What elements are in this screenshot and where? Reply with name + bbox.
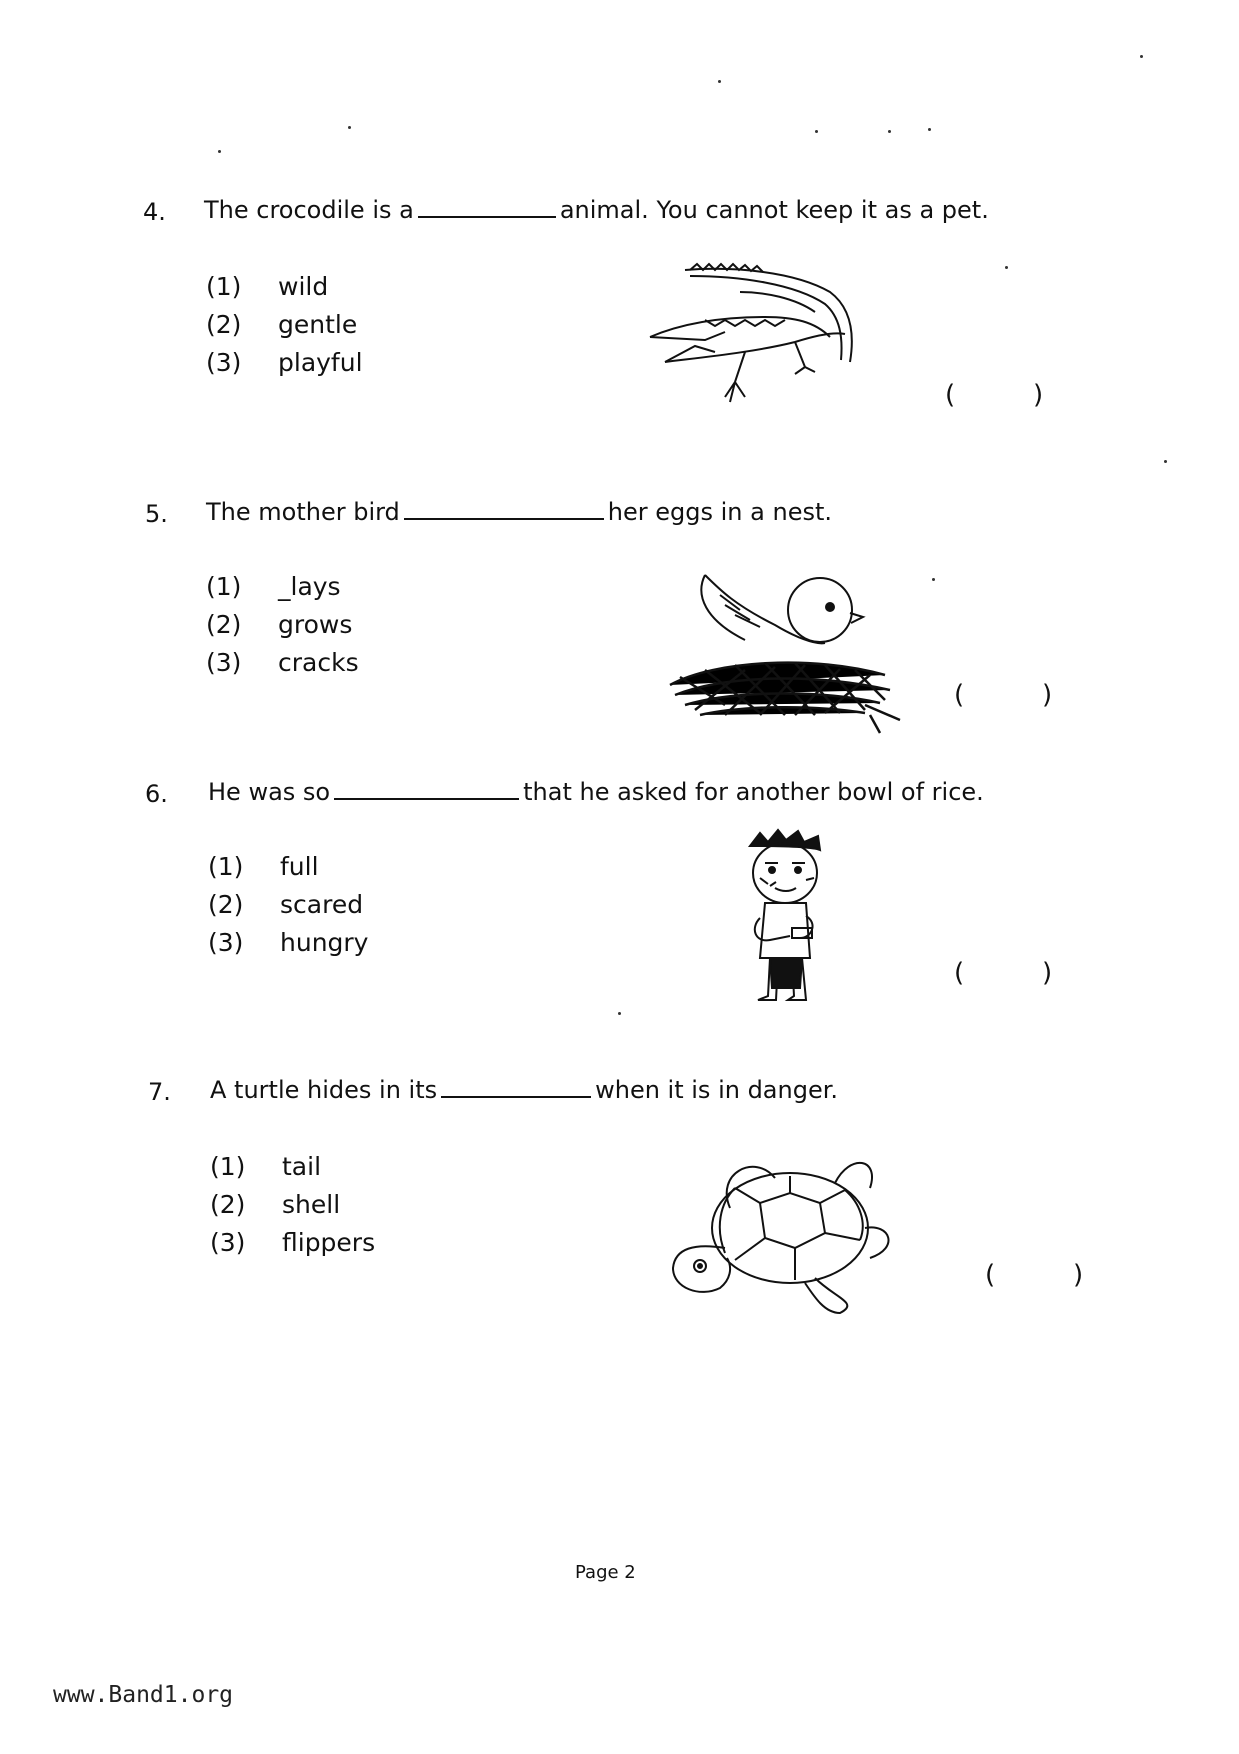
option-1: (1) full xyxy=(208,852,319,881)
bird-nest-illustration xyxy=(665,565,910,735)
scan-speck xyxy=(932,578,935,581)
page-number: Page 2 xyxy=(575,1562,636,1583)
option-1: (1) tail xyxy=(210,1152,322,1181)
option-2: (2) scared xyxy=(208,890,364,919)
question-number: 7. xyxy=(148,1078,171,1106)
footer-website: www.Band1.org xyxy=(53,1682,234,1708)
question-stem xyxy=(204,196,989,224)
answer-blank xyxy=(404,498,604,520)
scan-speck xyxy=(1005,266,1008,269)
answer-blank xyxy=(441,1076,591,1098)
crocodile-illustration xyxy=(645,262,870,412)
question-stem xyxy=(206,498,832,526)
scan-speck xyxy=(888,130,891,133)
option-2: (2) gentle xyxy=(206,310,358,339)
scan-speck xyxy=(348,126,351,129)
scan-speck xyxy=(1140,55,1143,58)
question-stem xyxy=(208,778,984,806)
scan-speck xyxy=(618,1012,621,1015)
stem-before: A turtle hides in its xyxy=(210,1076,438,1104)
answer-blank xyxy=(418,196,556,218)
scan-speck xyxy=(218,150,221,153)
option-3: (3) hungry xyxy=(208,928,369,957)
scan-speck xyxy=(815,130,818,133)
option-2: (2) shell xyxy=(210,1190,341,1219)
boy-illustration xyxy=(740,828,835,1008)
option-1: (1) _lays xyxy=(206,572,341,601)
scan-speck xyxy=(1164,460,1167,463)
option-1: (1) wild xyxy=(206,272,329,301)
scan-speck xyxy=(718,80,721,83)
option-3: (3) playful xyxy=(206,348,363,377)
question-number: 5. xyxy=(145,500,168,528)
stem-after: her eggs in a nest. xyxy=(607,498,832,526)
option-3: (3) cracks xyxy=(206,648,359,677)
stem-after: animal. You cannot keep it as a pet. xyxy=(559,196,989,224)
turtle-illustration xyxy=(665,1148,900,1318)
stem-before: He was so xyxy=(208,778,331,806)
question-number: 6. xyxy=(145,780,168,808)
question-number: 4. xyxy=(143,198,166,226)
answer-blank xyxy=(334,778,519,800)
stem-after: that he asked for another bowl of rice. xyxy=(523,778,984,806)
stem-before: The crocodile is a xyxy=(204,196,414,224)
option-3: (3) flippers xyxy=(210,1228,376,1257)
option-2: (2) grows xyxy=(206,610,353,639)
question-stem xyxy=(210,1076,838,1104)
scan-speck xyxy=(928,128,931,131)
stem-before: The mother bird xyxy=(206,498,400,526)
stem-after: when it is in danger. xyxy=(595,1076,839,1104)
